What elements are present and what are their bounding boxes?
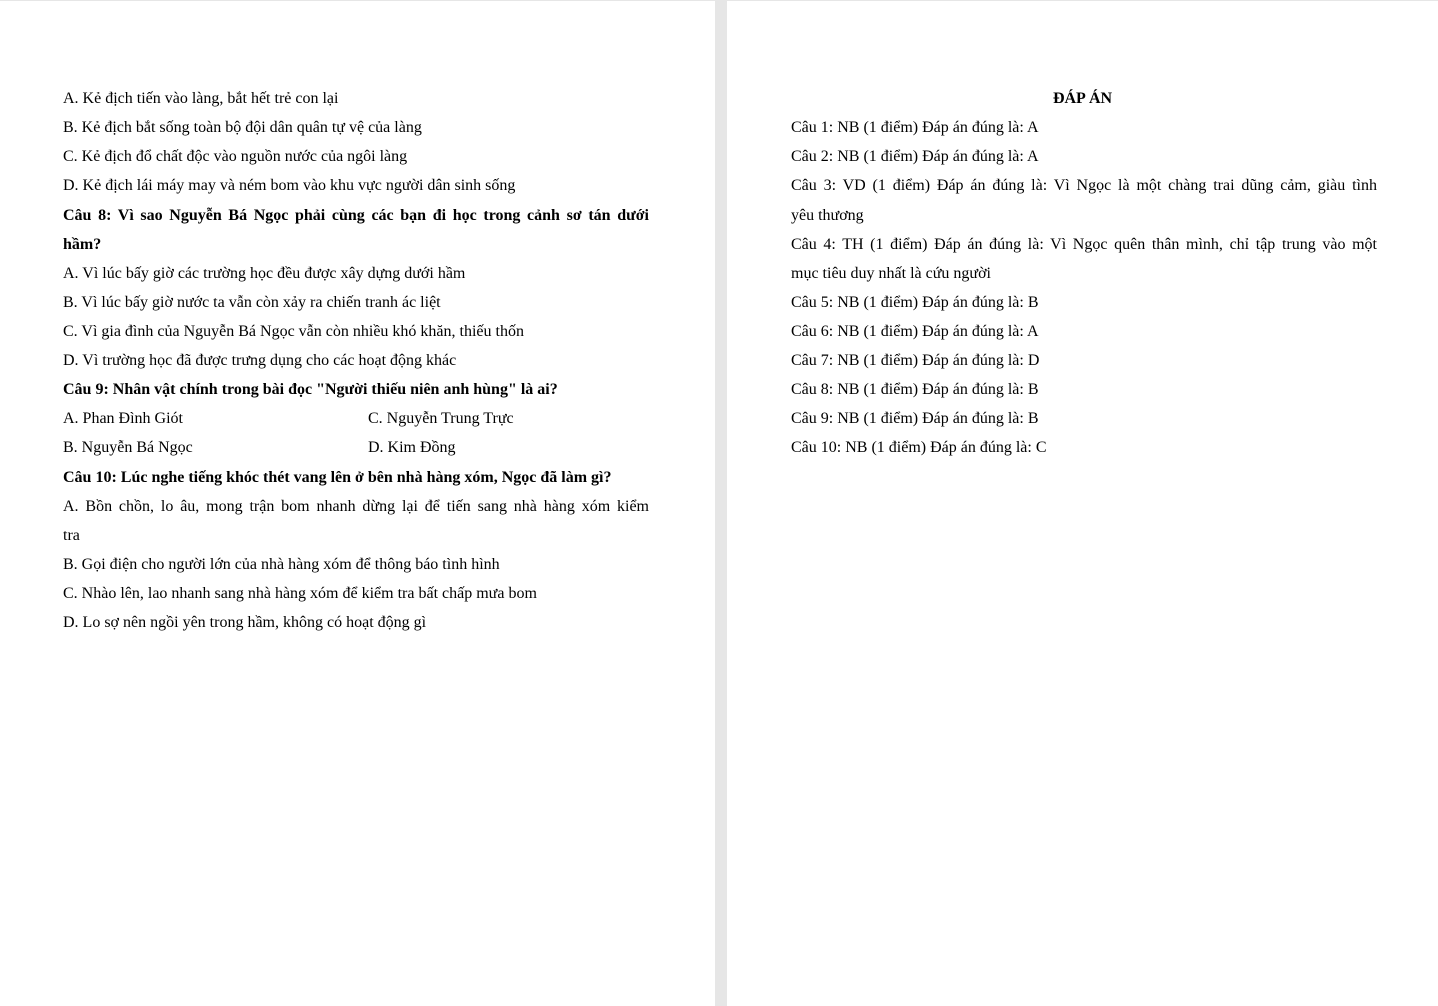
q8-question-line2: hầm? bbox=[63, 236, 102, 253]
q8-option-d: D. Vì trường học đã được trưng dụng cho các hoạt động khác bbox=[63, 352, 457, 369]
answer-4-line1: Câu 4: TH (1 điểm) Đáp án đúng là: Vì Ngọc quên thân mình, chỉ tập trung vào một bbox=[791, 236, 1377, 253]
answer-3-line1: Câu 3: VD (1 điểm) Đáp án đúng là: Vì Ngọc là một chàng trai dũng cảm, giàu tình bbox=[791, 177, 1377, 194]
q10-option-d: D. Lo sợ nên ngồi yên trong hầm, không có hoạt động gì bbox=[63, 614, 427, 631]
answer-8: Câu 8: NB (1 điểm) Đáp án đúng là: B bbox=[791, 381, 1039, 398]
answer-2: Câu 2: NB (1 điểm) Đáp án đúng là: A bbox=[791, 148, 1039, 165]
page-left bbox=[0, 1, 715, 1006]
q10-option-a-line2: tra bbox=[63, 527, 80, 544]
q9-option-d: D. Kim Đồng bbox=[368, 439, 456, 456]
answer-key-heading: ĐÁP ÁN bbox=[1052, 90, 1113, 107]
q9-question: Câu 9: Nhân vật chính trong bài đọc "Người thiếu niên anh hùng" là ai? bbox=[63, 381, 558, 398]
answer-3-line2: yêu thương bbox=[791, 207, 864, 224]
q10-question: Câu 10: Lúc nghe tiếng khóc thét vang lên ở bên nhà hàng xóm, Ngọc đã làm gì? bbox=[63, 469, 612, 486]
answer-5: Câu 5: NB (1 điểm) Đáp án đúng là: B bbox=[791, 294, 1039, 311]
q7-option-b: B. Kẻ địch bắt sống toàn bộ đội dân quân tự vệ của làng bbox=[63, 119, 422, 136]
q8-option-c: C. Vì gia đình của Nguyễn Bá Ngọc vẫn còn nhiều khó khăn, thiếu thốn bbox=[63, 323, 524, 340]
answer-1: Câu 1: NB (1 điểm) Đáp án đúng là: A bbox=[791, 119, 1039, 136]
q10-option-a-line1: A. Bồn chồn, lo âu, mong trận bom nhanh dừng lại để tiến sang nhà hàng xóm kiểm bbox=[63, 498, 649, 515]
q8-option-a: A. Vì lúc bấy giờ các trường học đều được xây dựng dưới hầm bbox=[63, 265, 466, 282]
q10-option-b: B. Gọi điện cho người lớn của nhà hàng xóm để thông báo tình hình bbox=[63, 556, 500, 573]
q8-question-line1: Câu 8: Vì sao Nguyễn Bá Ngọc phải cùng các bạn đi học trong cảnh sơ tán dưới bbox=[63, 207, 649, 224]
q10-option-c: C. Nhào lên, lao nhanh sang nhà hàng xóm để kiểm tra bất chấp mưa bom bbox=[63, 585, 537, 602]
q7-option-a: A. Kẻ địch tiến vào làng, bắt hết trẻ con lại bbox=[63, 90, 339, 107]
answer-7: Câu 7: NB (1 điểm) Đáp án đúng là: D bbox=[791, 352, 1040, 369]
q7-option-d: D. Kẻ địch lái máy may và ném bom vào khu vực người dân sinh sống bbox=[63, 177, 516, 194]
q9-option-a: A. Phan Đình Giót bbox=[63, 410, 183, 427]
answer-9: Câu 9: NB (1 điểm) Đáp án đúng là: B bbox=[791, 410, 1039, 427]
q9-option-c: C. Nguyễn Trung Trực bbox=[368, 410, 514, 427]
q9-option-b: B. Nguyễn Bá Ngọc bbox=[63, 439, 193, 456]
answer-4-line2: mục tiêu duy nhất là cứu người bbox=[791, 265, 991, 282]
answer-6: Câu 6: NB (1 điểm) Đáp án đúng là: A bbox=[791, 323, 1039, 340]
answer-10: Câu 10: NB (1 điểm) Đáp án đúng là: C bbox=[791, 439, 1047, 456]
q8-option-b: B. Vì lúc bấy giờ nước ta vẫn còn xảy ra chiến tranh ác liệt bbox=[63, 294, 441, 311]
page-right bbox=[727, 1, 1438, 1006]
q7-option-c: C. Kẻ địch đổ chất độc vào nguồn nước của ngôi làng bbox=[63, 148, 408, 165]
